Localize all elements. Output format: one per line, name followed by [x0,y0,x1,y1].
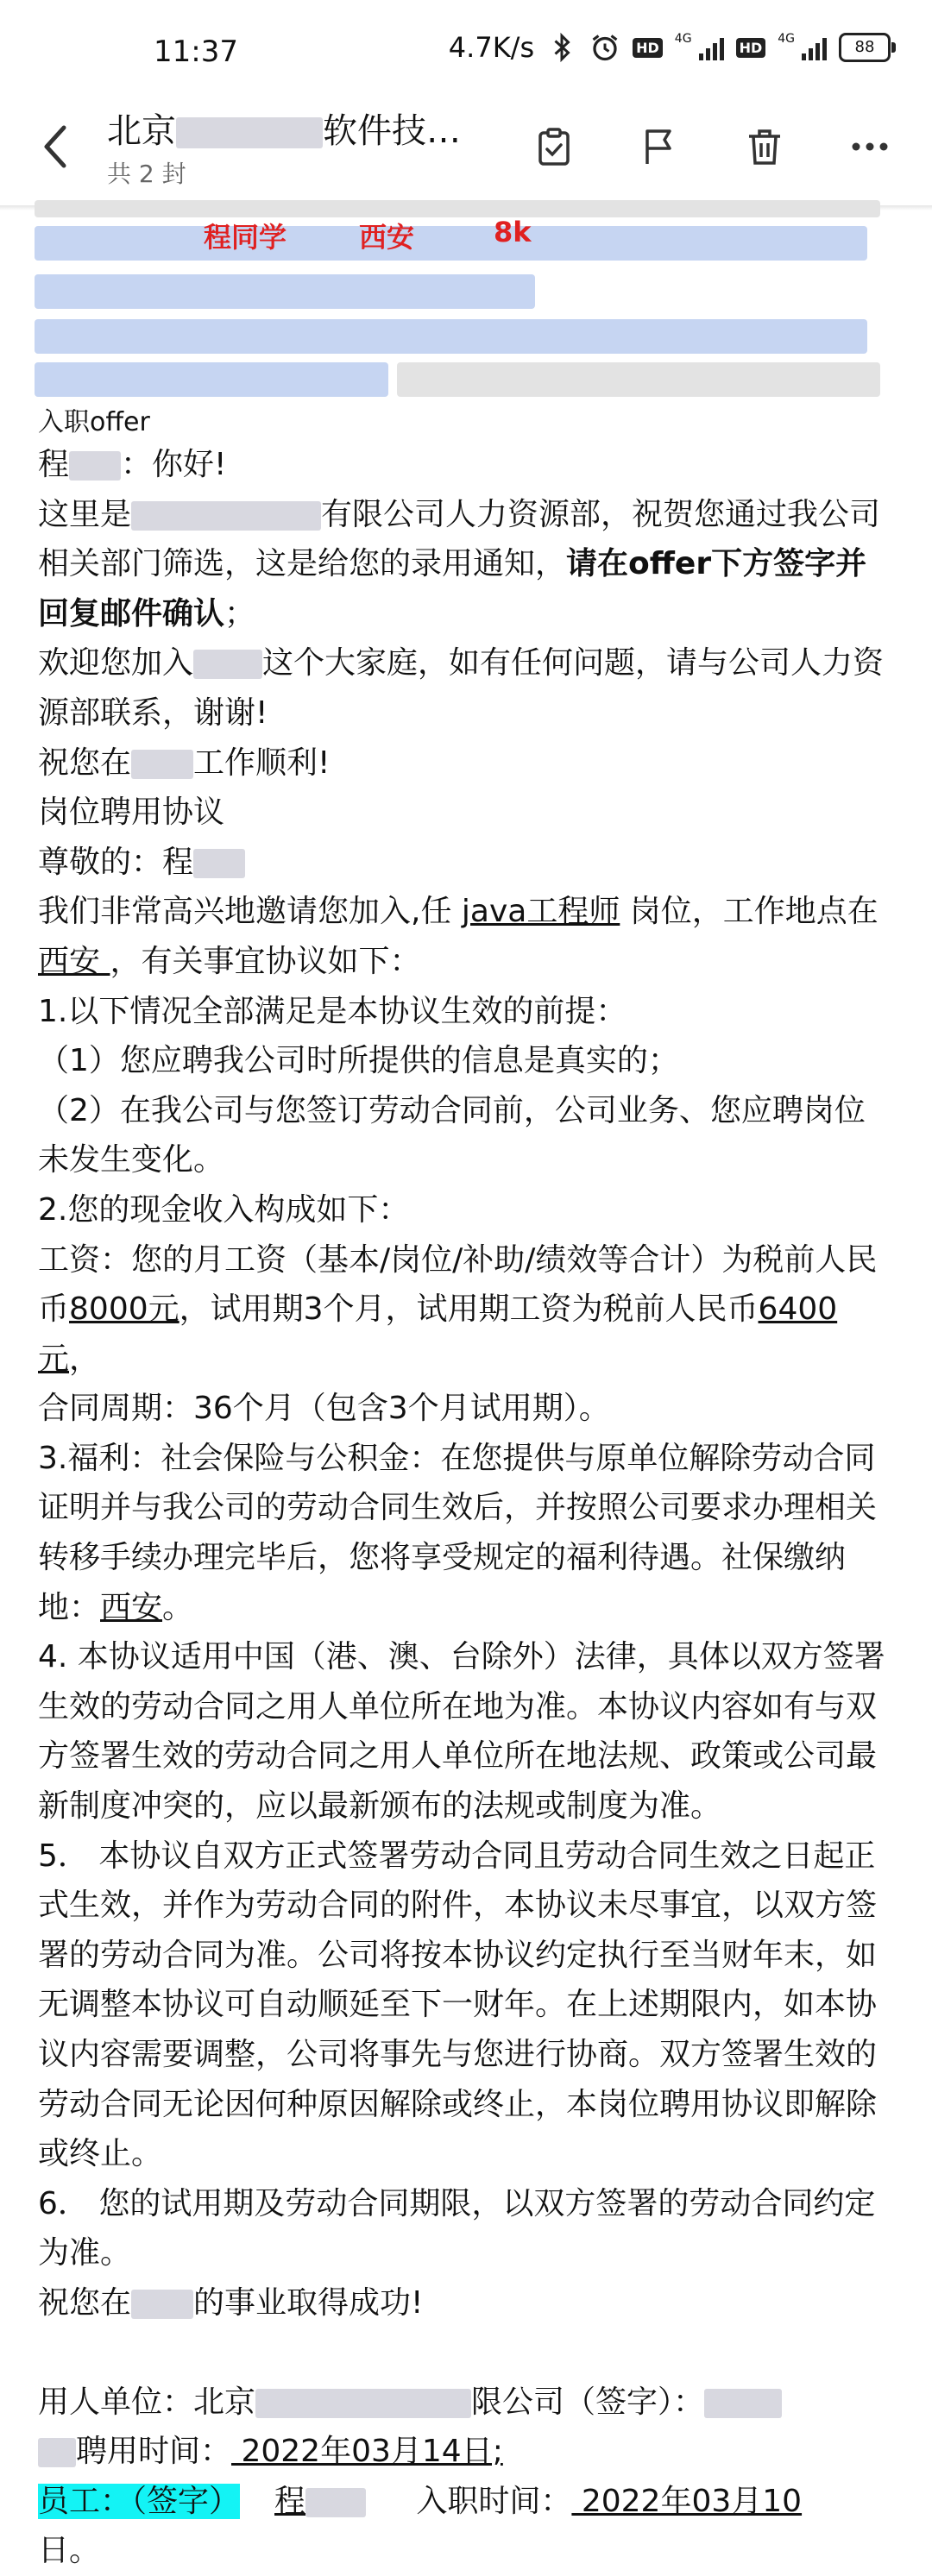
annotation-city: 西安 [359,221,415,254]
battery-icon: 88 [839,33,891,62]
employee-signature: 员工：（签字） 程 入职时间： 2022年03月10 日。 [38,2483,803,2569]
blank-line [38,2328,892,2378]
hd-badge: HD [633,38,663,58]
entry-date-value: 2022年03月10 [571,2483,803,2519]
clause-1-2: （2）在我公司与您签订劳动合同前，公司业务、您应聘岗位未发生变化。 [38,1092,866,1178]
clause-6: 6． 您的试用期及劳动合同期限，以双方签署的劳动合同约定为准。 [38,2185,876,2271]
position-value: java工程师 [461,894,620,930]
clause-2: 2.您的现金收入构成如下： [38,1191,410,1228]
agreement-title: 岗位聘用协议 [38,795,225,831]
trash-icon[interactable] [737,119,792,174]
hire-time-line: 聘用时间： 2022年03月14日; [38,2427,892,2477]
clipboard-check-icon[interactable] [526,119,582,174]
email-subject: 入职offer [38,407,150,437]
location-value: 西安 [38,943,110,979]
invitation: 我们非常高兴地邀请您加入,任 java工程师 岗位，工作地点在 西安 ，有关事宜协议如下： [38,894,878,979]
bluetooth-icon [546,32,577,63]
hd-badge-2: HD [736,38,766,58]
clause-5: 5． 本协议自双方正式签署劳动合同且劳动合同生效之日起正式生效，并作为劳动合同的附件，本协议未尽事宜，以双方签署的劳动合同为准。公司将按本协议约定执行至当财年末，如无调整本协议可自动顺延至下一财年。在上述期限内，如本协议内容需要调整，公司将事先与您进行协商。双方签署生效的劳动合同无论因何种原因解除或终止，本岗位聘用协议即解除或终止。 [38,1838,878,2172]
clause-1-1: （1）您应聘我公司时所提供的信息是真实的； [38,1043,679,1079]
header-actions [526,119,897,174]
probation-amount: 6400元 [38,1291,838,1377]
contract-term: 合同周期：36个月（包含3个月试用期）。 [38,1391,610,1427]
status-time: 11:37 [154,35,238,69]
paragraph-wish-work: 祝您在 工作顺利! [38,745,331,781]
hire-time-value: 2022年03月14日; [231,2434,503,2470]
employer-signature: 用人单位：北京 限公司（签字）： [38,2378,892,2428]
email-body [38,405,892,2576]
net-speed: 4.7K/s [448,31,535,64]
back-icon[interactable] [35,121,78,173]
flag-icon[interactable] [632,119,687,174]
clause-4: 4. 本协议适用中国（港、澳、台除外）法律，具体以双方签署生效的劳动合同之用人单位所在地为准。本协议内容如有与双方签署生效的劳动合同之用人单位所在地法规、政策或公司最新制度冲突的，应以最新颁布的法规或制度为准。 [38,1639,885,1825]
network-type: 4G [674,32,692,46]
greeting: 程 ：你好! [38,447,227,482]
employee-label-highlight: 员工：（签字） [38,2483,241,2519]
status-icons [449,31,891,64]
annotation-salary: 8k [494,216,532,248]
more-icon[interactable] [842,119,897,174]
salary-amount: 8000元 [69,1291,179,1328]
clause-3: 3.福利：社会保险与公积金：在您提供与原单位解除劳动合同证明并与我公司的劳动合同生效后，并按照公司要求办理相关转移手续办理完毕后，您将享受规定的福利待遇。社保缴纳地：西安。 [38,1440,878,1625]
signal-icon-2 [802,35,827,60]
dear-line: 尊敬的：程 [38,838,892,888]
alarm-icon [589,32,620,63]
mail-header [0,95,932,205]
network-type-2: 4G [778,32,795,46]
annotation-name: 程同学 [204,221,287,254]
closing-wish: 祝您在 的事业取得成功! [38,2284,424,2321]
status-bar [0,0,932,95]
thread-title: 北京 软件技… [107,111,461,151]
salary-line: 工资：您的月工资（基本/岗位/补助/绩效等合计）为税前人民币8000元，试用期3个月，试用期工资为税前人民币6400元， [38,1241,878,1377]
signal-icon [699,35,724,60]
clause-1: 1.以下情况全部满足是本协议生效的前提： [38,993,627,1029]
paragraph-intro: 这里是 有限公司人力资源部，祝贺您通过我公司相关部门筛选，这是给您的录用通知，请在offer下方签字并回复邮件确认； [38,496,881,631]
message-count: 共 2 封 [107,160,186,188]
paragraph-welcome: 欢迎您加入 这个大家庭，如有任何问题，请与公司人力资源部联系，谢谢! [38,645,885,731]
